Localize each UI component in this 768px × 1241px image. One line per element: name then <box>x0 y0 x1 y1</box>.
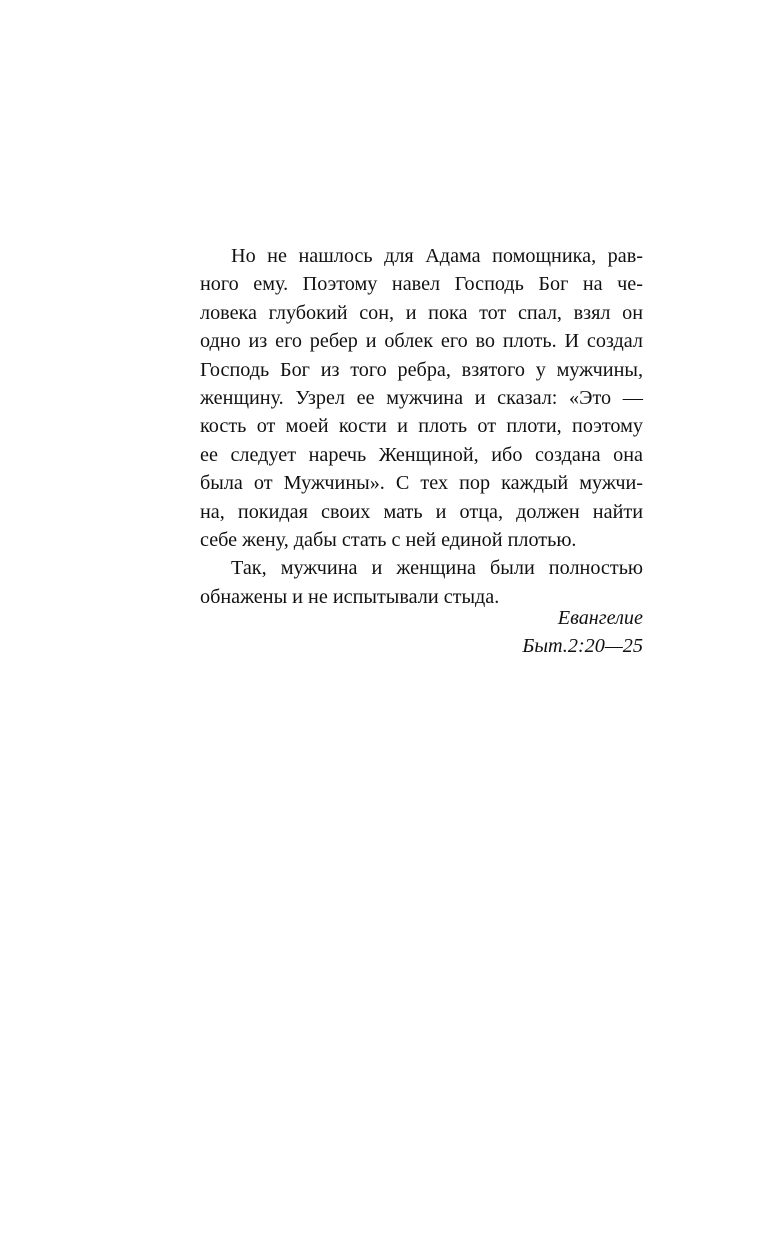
text-line: была от Мужчины». С тех пор каждый мужчи- <box>200 472 643 495</box>
text-line: Так, мужчина и женщина были полностью <box>231 557 643 580</box>
paragraph-1 <box>200 242 643 554</box>
text-line: Но не нашлось для Адама помощника, рав- <box>231 245 643 267</box>
text-line: женщину. Узрел ее мужчина и сказал: «Это — <box>200 387 643 410</box>
text-line: кость от моей кости и плоть от плоти, поэтому <box>200 415 643 438</box>
text-line: обнажены и не испытывали стыда. <box>200 585 500 608</box>
text-line: на, покидая своих мать и отца, должен найти <box>200 500 643 523</box>
text-line: Господь Бог из того ребра, взятого у мужчины, <box>200 358 643 381</box>
epigraph-attribution <box>522 604 643 661</box>
attribution-source: Евангелие <box>557 607 643 629</box>
text-line: одно из его ребер и облек его во плоть. И создал <box>200 330 643 353</box>
text-line: ного ему. Поэтому навел Господь Бог на че- <box>200 273 643 296</box>
text-line: ловека глубокий сон, и пока тот спал, взял он <box>200 301 643 324</box>
paragraph-2 <box>200 554 643 611</box>
text-line: себе жену, дабы стать с ней единой плотью. <box>200 529 577 552</box>
attribution-reference: Быт.2:20—25 <box>522 635 643 658</box>
epigraph-text <box>200 242 643 611</box>
text-line: ее следует наречь Женщиной, ибо создана она <box>200 443 643 466</box>
